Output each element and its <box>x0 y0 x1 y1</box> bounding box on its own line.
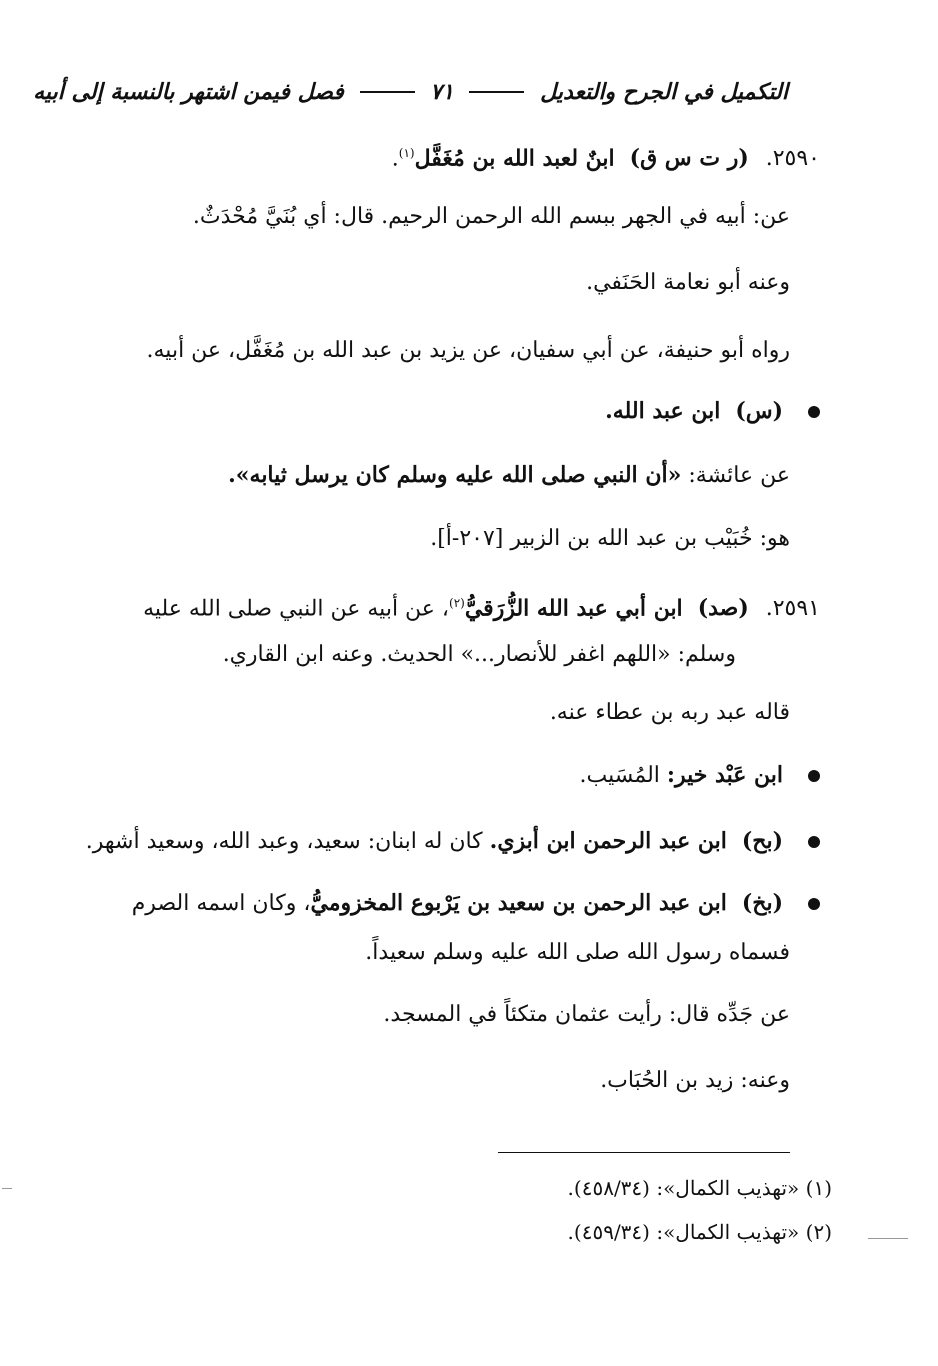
entry-codes: (بخ) <box>741 890 783 916</box>
entry-name: ابن عبد الرحمن ابن أبزي. <box>489 828 727 854</box>
text-plain: عن عائشة: <box>681 463 790 488</box>
bullet-4-line3: عن جَدِّه قال: رأيت عثمان متكئاً في المسجد. <box>383 1002 790 1027</box>
entry-codes: (س) <box>735 398 783 424</box>
entry-rest: المُسَيب. <box>579 763 667 788</box>
bullet-dot <box>808 770 820 782</box>
footnote-2: (٢) «تهذيب الكمال»: (٤٥٩/٣٤). <box>567 1220 832 1244</box>
entry-cont: ، عن أبيه عن النبي صلى الله عليه <box>143 596 450 622</box>
footnote-separator <box>498 1152 790 1153</box>
entry-name: ابن عبد الله. <box>605 398 721 424</box>
entry-rest: ، وكان اسمه الصرم <box>131 891 311 916</box>
scan-speck <box>2 1188 12 1189</box>
entry-2591-line3: قاله عبد ربه بن عطاء عنه. <box>549 700 790 725</box>
bullet-entry-2 <box>579 760 820 791</box>
header-dash-right <box>469 91 524 93</box>
entry-name: ابن عبد الرحمن بن سعيد بن يَرْبوع المخزوميُّ <box>310 890 727 916</box>
entry-name: ابن عَبْد خير: <box>666 762 783 788</box>
entry-2591-line2: وسلم: «اللهم اغفر للأنصار...» الحديث. وعنه ابن القاري. <box>222 642 736 667</box>
entry-name: ابن أبي عبد الله الزُّرَقيُّ <box>464 595 683 622</box>
scan-speck <box>868 1238 908 1239</box>
entry-name: ابنٌ لعبد الله بن مُغَفَّل <box>414 145 615 172</box>
entry-codes: (ر ت س ق) <box>629 145 749 172</box>
entry-rest: كان له ابنان: سعيد، وعبد الله، وسعيد أشهر. <box>85 829 490 854</box>
entry-number: ٢٥٩٠. <box>765 146 820 172</box>
bullet-4-line2: فسماه رسول الله صلى الله عليه وسلم سعيداً. <box>365 940 790 965</box>
bullet-entry-4 <box>132 888 820 919</box>
bullet-4-line4: وعنه: زيد بن الحُبَاب. <box>600 1068 790 1093</box>
bullet-dot <box>808 898 820 910</box>
quoted-hadith: «أن النبي صلى الله عليه وسلم كان يرسل ثيابه». <box>228 462 682 488</box>
bullet-dot <box>808 406 820 418</box>
entry-2590-line3: رواه أبو حنيفة، عن أبي سفيان، عن يزيد بن عبد الله بن مُغَفَّل، عن أبيه. <box>146 338 790 363</box>
bullet-entry-1 <box>605 396 820 427</box>
header-book-title: التكميل في الجرح والتعديل <box>540 79 788 105</box>
entry-2590-heading <box>392 138 820 174</box>
entry-2590-line2: وعنه أبو نعامة الحَنَفي. <box>586 270 790 295</box>
header-chapter-title: فصل فيمن اشتهر بالنسبة إلى أبيه <box>33 79 344 105</box>
running-header <box>33 78 788 118</box>
header-dash-left <box>360 91 415 93</box>
footnote-ref: (٢) <box>449 596 465 610</box>
entry-number: ٢٥٩١. <box>765 596 820 622</box>
bullet-1-line1 <box>228 460 790 491</box>
bullet-1-line2: هو: خُبَيْب بن عبد الله بن الزبير [٢٠٧-أ]. <box>430 526 790 551</box>
entry-codes: (بح) <box>741 828 783 854</box>
footnote-1: (١) «تهذيب الكمال»: (٤٥٨/٣٤). <box>567 1176 832 1200</box>
entry-end: . <box>391 146 399 172</box>
bullet-entry-3 <box>86 826 820 857</box>
entry-codes: (صد) <box>697 595 749 622</box>
header-page-number: ٧١ <box>430 79 454 105</box>
entry-2591-heading <box>143 588 820 624</box>
entry-2590-line1: عن: أبيه في الجهر ببسم الله الرحمن الرحيم. قال: أي بُنَيَّ مُحْدَثٌ. <box>192 204 790 229</box>
footnote-ref: (١) <box>398 146 415 160</box>
bullet-dot <box>808 836 820 848</box>
